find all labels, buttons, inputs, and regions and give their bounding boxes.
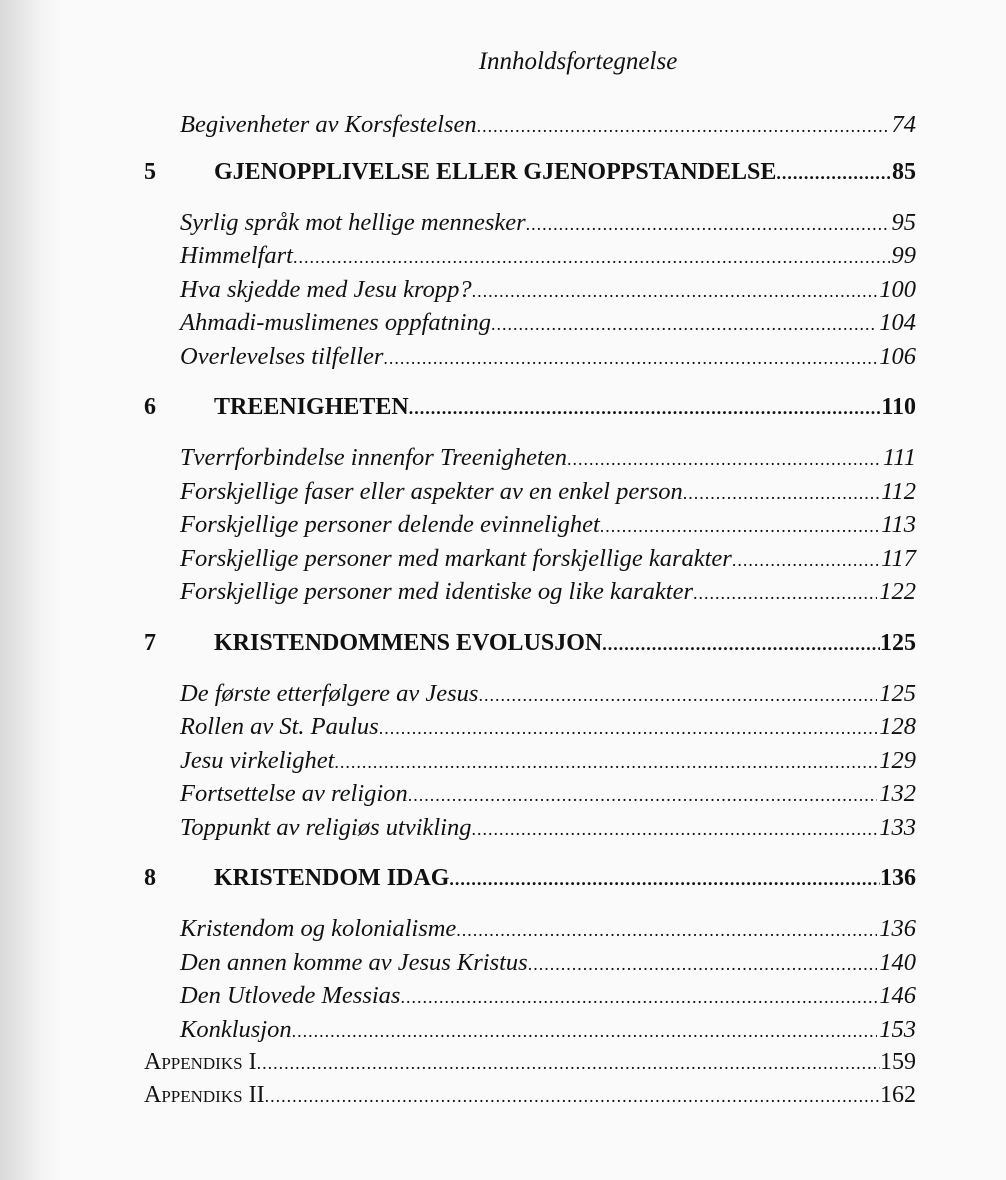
leader-dots [477, 110, 890, 144]
toc-entry-page: 74 [891, 111, 916, 138]
chapter-title: TREENIGHETEN [214, 394, 409, 420]
chapter-number: 8 [144, 865, 156, 891]
toc-entry-title: Konklusjon [180, 1015, 292, 1043]
toc-entry-title: De første etterfølgere av Jesus [180, 679, 479, 707]
toc-entry-page: 95 [891, 208, 916, 236]
toc-entry[interactable] [144, 306, 916, 340]
toc-entry[interactable] [144, 206, 916, 240]
toc-entry-page: 153 [879, 1015, 916, 1043]
toc-entry-title: Kristendom og kolonialisme [180, 915, 457, 942]
toc-entry[interactable] [144, 239, 916, 273]
toc-entry-page: 111 [882, 444, 916, 471]
toc-entry-title: Hva skjedde med Jesu kropp? [180, 275, 472, 303]
toc-entry-page: 117 [881, 544, 916, 572]
leader-dots [257, 1047, 880, 1080]
toc-entry-title: Tverrforbindelse innenfor Treenigheten [180, 444, 567, 471]
toc-entry[interactable] [144, 777, 916, 811]
toc-entry-title: Forskjellige personer med markant forskjellige karakter [180, 544, 732, 572]
leader-dots [491, 308, 877, 342]
leader-dots [472, 813, 878, 847]
toc-entry-page: 140 [879, 948, 916, 976]
chapter-title: GJENOPPLIVELSE ELLER GJENOPPSTANDELSE [214, 158, 777, 185]
leader-dots [292, 1015, 878, 1049]
toc-entry-title: Forskjellige personer med identiske og like karakter [180, 578, 693, 605]
appendix-title: Appendiks II [144, 1082, 265, 1108]
toc-chapter[interactable] [144, 860, 916, 896]
toc-entry-title: Syrlig språk mot hellige mennesker [180, 208, 526, 236]
chapter-number: 5 [144, 158, 156, 185]
leader-dots [265, 1080, 880, 1113]
leader-dots [400, 981, 877, 1015]
toc-entry-title: Forskjellige faser eller aspekter av en enkel person [180, 477, 683, 505]
toc-chapter[interactable] [144, 154, 916, 190]
chapter-page: 110 [881, 394, 916, 420]
leader-dots [683, 477, 879, 511]
page-binding-shadow [0, 0, 60, 1180]
toc-entry-page: 113 [881, 511, 916, 538]
toc-entry-page: 112 [881, 477, 916, 505]
chapter-page: 136 [880, 865, 916, 891]
leader-dots [776, 155, 892, 191]
chapter-number: 6 [144, 394, 156, 420]
toc-entry[interactable] [144, 108, 916, 142]
toc-entry-title: Ahmadi-muslimenes oppfatning [180, 309, 491, 336]
leader-dots [602, 626, 880, 662]
leader-dots [478, 679, 877, 713]
toc-entry[interactable] [144, 1013, 916, 1047]
toc-entry[interactable] [144, 542, 916, 576]
toc-entry-page: 122 [879, 578, 916, 605]
toc-entry-page: 100 [879, 275, 916, 303]
leader-dots [409, 390, 882, 426]
leader-dots [732, 544, 879, 578]
leader-dots [408, 779, 878, 813]
chapter-number: 7 [144, 629, 156, 656]
leader-dots [528, 948, 878, 982]
appendix-title: Appendiks I [144, 1049, 257, 1075]
page-title: Innholdsfortegnelse [478, 48, 678, 75]
toc-entry-title: Forskjellige personer delende evinnelighet [180, 511, 600, 538]
toc-entry-title: Overlevelses tilfeller [180, 342, 384, 370]
toc-appendix[interactable] [144, 1046, 916, 1079]
toc-entry[interactable] [144, 340, 916, 374]
leader-dots [472, 275, 878, 309]
toc-entry[interactable] [144, 979, 916, 1013]
toc-entry-title: Rollen av St. Paulus [180, 713, 379, 740]
toc-entry-page: 136 [879, 915, 916, 942]
toc-chapter[interactable] [144, 389, 916, 425]
toc-entry[interactable] [144, 273, 916, 307]
toc-entry-page: 146 [879, 982, 916, 1009]
chapter-title: KRISTENDOMMENS EVOLUSJON [214, 629, 603, 656]
toc-entry-page: 133 [879, 813, 916, 841]
toc-entry-title: Himmelfart [180, 242, 293, 269]
toc-entry-title: Den Utlovede Messias [180, 982, 401, 1009]
table-of-contents [144, 108, 916, 1112]
chapter-title: KRISTENDOM IDAG [214, 865, 450, 891]
toc-appendix[interactable] [144, 1079, 916, 1112]
leader-dots [293, 241, 890, 275]
leader-dots [449, 861, 880, 897]
chapter-page: 125 [880, 629, 916, 656]
toc-entry-page: 125 [879, 679, 916, 707]
toc-entry-title: Begivenheter av Korsfestelsen [180, 111, 477, 138]
toc-entry[interactable] [144, 811, 916, 845]
toc-entry[interactable] [144, 710, 916, 744]
toc-entry-title: Fortsettelse av religion [180, 780, 408, 807]
toc-entry-page: 128 [879, 713, 916, 740]
toc-entry-title: Toppunkt av religiøs utvikling [180, 813, 472, 841]
appendix-page: 162 [880, 1082, 916, 1108]
toc-entry[interactable] [144, 744, 916, 778]
leader-dots [456, 914, 877, 948]
toc-chapter[interactable] [144, 625, 916, 661]
toc-entry[interactable] [144, 677, 916, 711]
toc-entry-title: Den annen komme av Jesus Kristus [180, 948, 528, 976]
toc-entry-page: 104 [879, 309, 916, 336]
leader-dots [693, 577, 877, 611]
leader-dots [334, 746, 877, 780]
toc-entry[interactable] [144, 946, 916, 980]
toc-entry-page: 132 [879, 780, 916, 807]
toc-entry-page: 99 [891, 242, 916, 269]
leader-dots [526, 208, 890, 242]
toc-entry-page: 106 [879, 342, 916, 370]
toc-entry-page: 129 [879, 746, 916, 774]
appendix-page: 159 [880, 1049, 916, 1075]
leader-dots [567, 443, 881, 477]
leader-dots [600, 510, 879, 544]
leader-dots [383, 342, 877, 376]
toc-entry[interactable] [144, 508, 916, 542]
toc-entry[interactable] [144, 475, 916, 509]
toc-entry[interactable] [144, 912, 916, 946]
leader-dots [379, 712, 878, 746]
toc-entry-title: Jesu virkelighet [180, 746, 335, 774]
toc-entry[interactable] [144, 441, 916, 475]
toc-entry[interactable] [144, 575, 916, 609]
chapter-page: 85 [892, 158, 916, 185]
